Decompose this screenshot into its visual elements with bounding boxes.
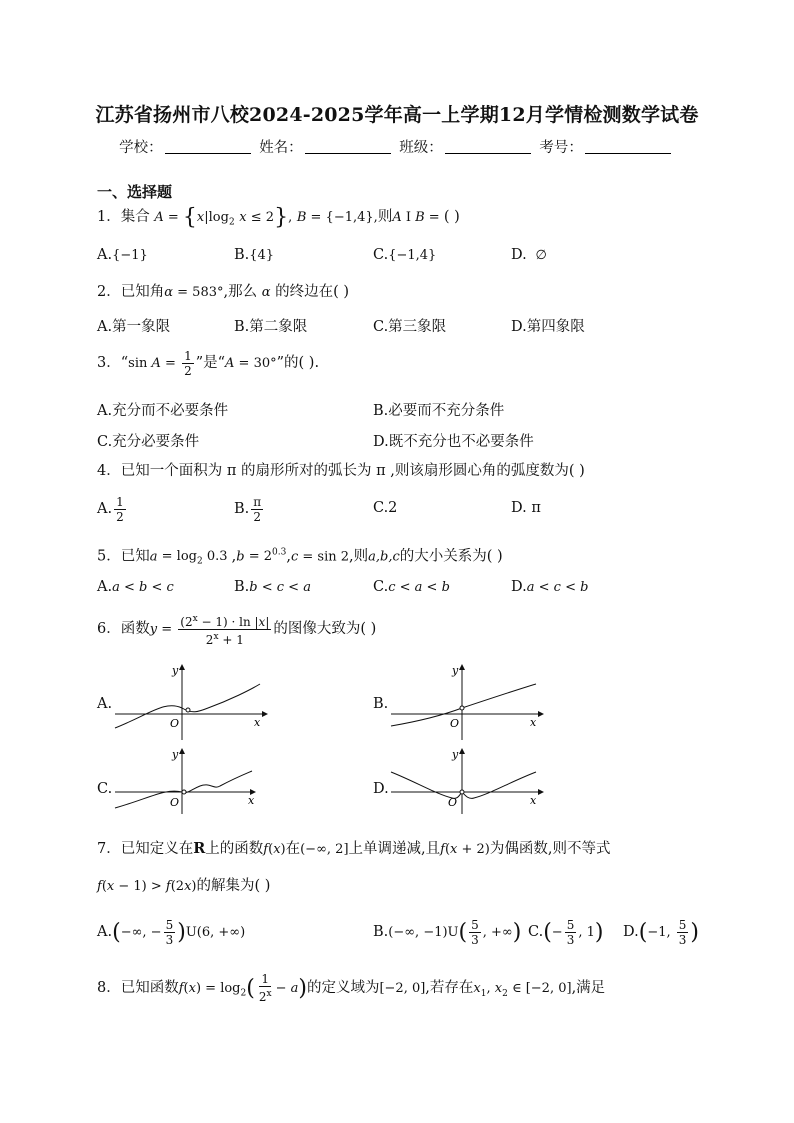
svg-text:y: y — [172, 748, 179, 761]
question-8: 8．已知函数$f(x) = \log_2$( $\frac{1}{2^x}$ − a)的定义域为[−2, 0],若存在$x_1$, $x_2$ ∈ [−2, 0],满足 — [97, 972, 606, 1004]
q4-option-a[interactable]: A. $\frac{1}{2}$ — [97, 494, 124, 524]
svg-text:O: O — [170, 796, 180, 809]
q6-option-c[interactable]: C. — [97, 781, 113, 797]
question-3: 3．“sin A = $\frac{1}{2}$ ”是“A = 30°”的( ). — [97, 348, 320, 378]
svg-text:O: O — [170, 717, 180, 730]
q6-graph-b[interactable] — [386, 662, 546, 742]
q4-option-b[interactable]: B. $\frac{\pi}{2}$ — [234, 494, 262, 524]
q6-graph-d[interactable] — [386, 746, 546, 816]
q1-option-a[interactable]: A.{−1} — [97, 247, 148, 263]
question-6: 6．函数y = $\frac{(2^x - 1) \cdot \ln |x|}{2^x + 1}$ 的图像大致为( ) — [97, 613, 377, 647]
svg-text:y: y — [172, 664, 179, 677]
svg-text:x: x — [248, 794, 255, 807]
q1-option-c[interactable]: C.{−1,4} — [373, 247, 437, 263]
school-blank[interactable] — [165, 139, 251, 154]
q5-option-c[interactable]: C.c < a < b — [373, 579, 450, 595]
svg-text:x: x — [530, 716, 537, 729]
number-label: 考号： — [539, 140, 583, 156]
q4-option-c[interactable]: C.2 — [373, 500, 398, 516]
question-5: 5．已知$a = \log_2 0.3$ $,b = 2^{0.3},c = \sin 2$,则a,b,c的大小关系为( ) — [97, 548, 503, 567]
q3-option-d[interactable]: D.既不充分也不必要条件 — [373, 434, 534, 450]
q6-option-d[interactable]: D. — [373, 781, 389, 797]
q2-option-b[interactable]: B.第二象限 — [234, 319, 308, 335]
class-label: 班级： — [399, 140, 443, 156]
q1-option-b[interactable]: B.{4} — [234, 247, 275, 263]
q6-graph-c[interactable] — [110, 746, 270, 816]
q6-option-b[interactable]: B. — [373, 696, 389, 712]
svg-text:x: x — [530, 794, 537, 807]
question-7-line-1: 7．已知定义在R上的函数f(x)在(−∞, 2]上单调递减,且f(x + 2)为偶函数,则不等式 — [97, 840, 611, 857]
svg-text:O: O — [450, 717, 460, 730]
q5-option-a[interactable]: A.a < b < c — [97, 579, 174, 595]
name-blank[interactable] — [305, 139, 391, 154]
q6-graph-a[interactable] — [110, 662, 270, 742]
q3-option-b[interactable]: B.必要而不充分条件 — [373, 403, 505, 419]
q2-option-d[interactable]: D.第四象限 — [511, 319, 585, 335]
section-heading: 一、选择题 — [97, 183, 173, 201]
q7-option-d[interactable]: D.(−1, $\frac{5}{3}$ ) — [623, 917, 699, 947]
question-2: 2．已知角α = 583°,那么 α 的终边在( ) — [97, 284, 350, 300]
question-4: 4．已知一个面积为 π 的扇形所对的弧长为 π ,则该扇形圆心角的弧度数为( ) — [97, 463, 585, 479]
q1-option-d[interactable]: D. ∅ — [511, 247, 547, 263]
q7-option-c[interactable]: C.(− $\frac{5}{3}$ , 1) — [528, 917, 604, 947]
name-label: 姓名： — [259, 140, 303, 156]
q2-option-a[interactable]: A.第一象限 — [97, 319, 171, 335]
question-7-line-2: f(x − 1) > f(2x)的解集为( ) — [97, 878, 271, 894]
class-blank[interactable] — [445, 139, 531, 154]
school-label: 学校： — [119, 140, 163, 156]
q3-option-a[interactable]: A.充分而不必要条件 — [97, 403, 229, 419]
number-blank[interactable] — [585, 139, 671, 154]
svg-text:y: y — [452, 748, 459, 761]
page-title: 江苏省扬州市八校2024-2025学年高一上学期12月学情检测数学试卷 — [95, 104, 699, 126]
q7-option-b[interactable]: B.(−∞, −1)U( $\frac{5}{3}$ , +∞) — [373, 917, 522, 947]
svg-text:O: O — [448, 796, 458, 809]
q7-option-a[interactable]: A.(−∞, − $\frac{5}{3}$ )U(6, +∞) — [97, 917, 246, 947]
q4-option-d[interactable]: D. π — [511, 500, 541, 516]
q5-option-b[interactable]: B.b < c < a — [234, 579, 311, 595]
student-info-line — [0, 136, 794, 157]
q2-option-c[interactable]: C.第三象限 — [373, 319, 447, 335]
question-1: 1．集合 $A = \{x|\log_2$ x ≤ 2}, B = {−1,4},则A I B = ( ) — [97, 205, 460, 230]
q5-option-d[interactable]: D.a < c < b — [511, 579, 589, 595]
q3-option-c[interactable]: C.充分必要条件 — [97, 434, 200, 450]
svg-text:y: y — [452, 664, 459, 677]
svg-text:x: x — [254, 716, 261, 729]
q6-option-a[interactable]: A. — [97, 696, 113, 712]
